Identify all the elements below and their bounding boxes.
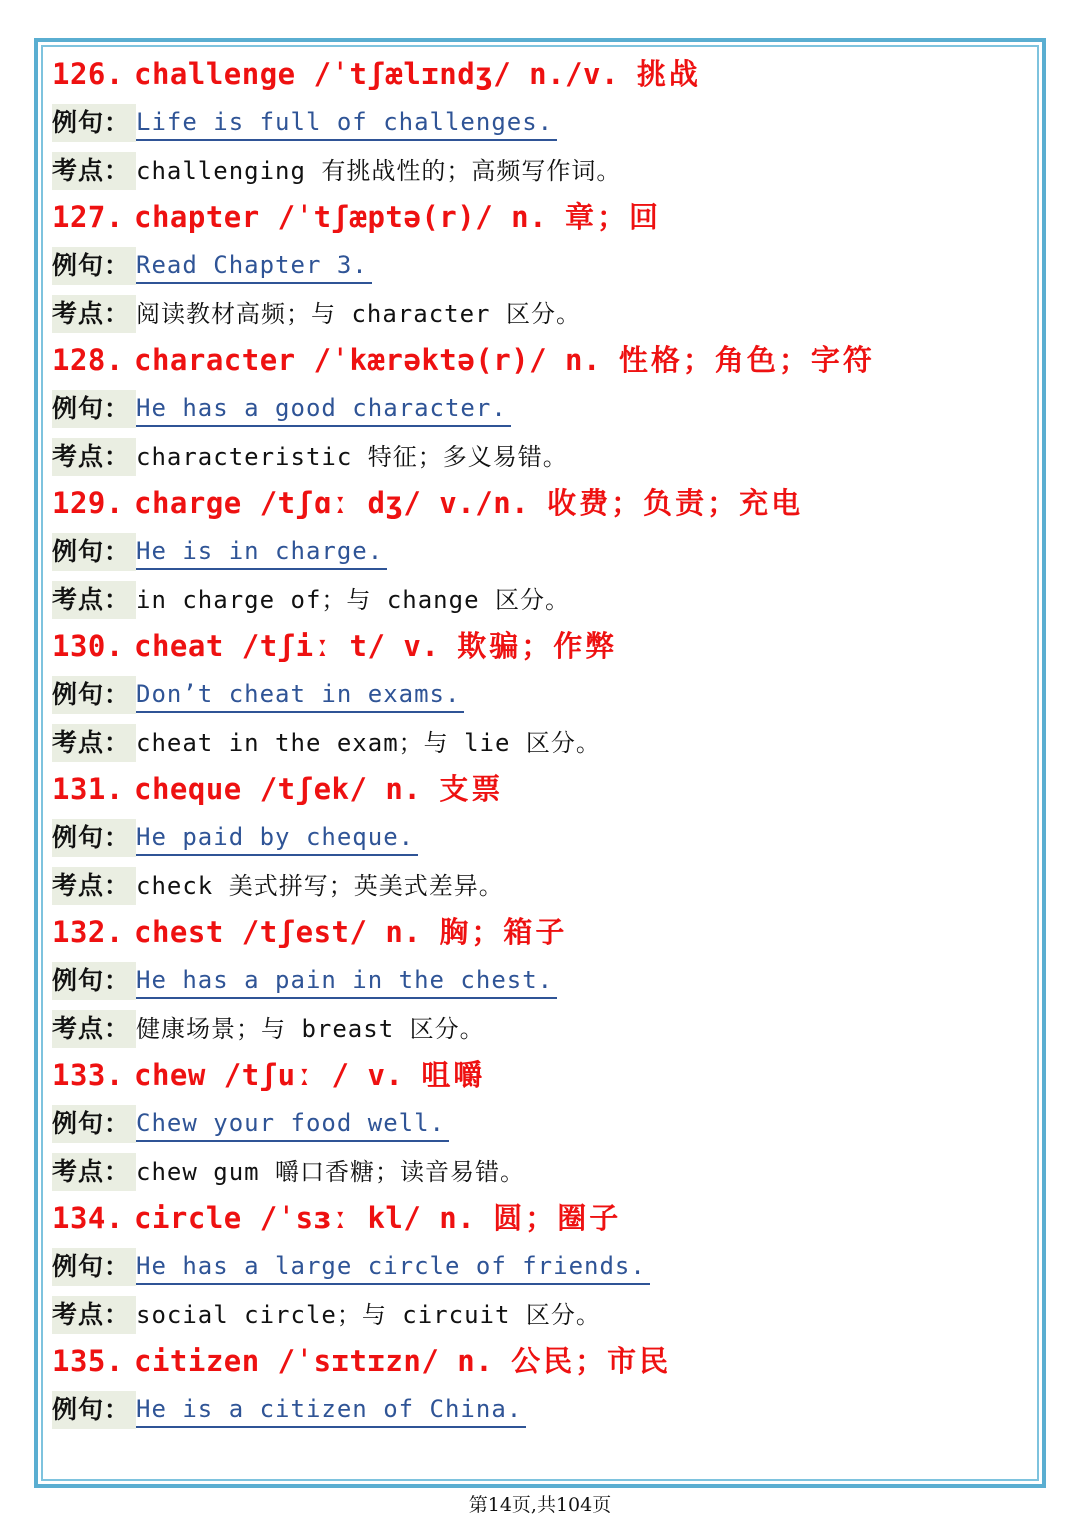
example-label: 例句： <box>52 1391 136 1429</box>
entry-number: 132. <box>52 915 124 949</box>
entry-number: 131. <box>52 772 124 806</box>
headword-phonetic: cheque /tʃek/ n. <box>134 772 440 806</box>
point-row <box>52 1290 1032 1338</box>
example-sentence: Read Chapter 3. <box>136 248 372 284</box>
entry-number: 135. <box>52 1344 124 1378</box>
entry-number: 133. <box>52 1058 124 1092</box>
point-text: 阅读教材高频；与 character 区分。 <box>136 300 581 328</box>
point-label: 考点： <box>52 1153 136 1191</box>
entry-number: 129. <box>52 486 124 520</box>
entry-number: 134. <box>52 1201 124 1235</box>
example-row <box>52 670 1032 718</box>
point-text: chew gum 嚼口香糖；读音易错。 <box>136 1158 526 1186</box>
example-row <box>52 1099 1032 1147</box>
headword-phonetic: chest /tʃest/ n. <box>134 915 440 949</box>
entry-132 <box>52 909 1032 1052</box>
example-label: 例句： <box>52 819 136 857</box>
entry-135 <box>52 1338 1032 1433</box>
point-row <box>52 575 1032 623</box>
point-text: cheat in the exam；与 lie 区分。 <box>136 729 601 757</box>
headword-line <box>52 766 1032 813</box>
headword-meaning: 收费；负责；充电 <box>547 486 804 520</box>
entry-number: 126. <box>52 57 124 91</box>
headword-meaning: 章；回 <box>565 200 662 234</box>
example-row <box>52 956 1032 1004</box>
headword-meaning: 咀嚼 <box>421 1058 486 1092</box>
headword-meaning: 挑战 <box>636 57 701 91</box>
point-label: 考点： <box>52 581 136 619</box>
example-sentence: He has a large circle of friends. <box>136 1249 650 1285</box>
headword-line <box>52 337 1032 384</box>
point-text: characteristic 特征；多义易错。 <box>136 443 568 471</box>
point-row <box>52 1147 1032 1195</box>
headword-phonetic: circle /ˈsɜː kl/ n. <box>134 1201 494 1235</box>
example-sentence: Don’t cheat in exams. <box>136 677 464 713</box>
headword-line <box>52 1338 1032 1385</box>
point-text: check 美式拼写；英美式差异。 <box>136 872 504 900</box>
headword-meaning: 胸；箱子 <box>439 915 568 949</box>
entry-130 <box>52 623 1032 766</box>
headword-line <box>52 1195 1032 1242</box>
point-text: in charge of；与 change 区分。 <box>136 586 570 614</box>
headword-phonetic: charge /tʃɑː dʒ/ v./n. <box>134 486 548 520</box>
example-sentence: Chew your food well. <box>136 1106 449 1142</box>
point-label: 考点： <box>52 724 136 762</box>
entry-number: 130. <box>52 629 124 663</box>
example-row <box>52 527 1032 575</box>
point-label: 考点： <box>52 152 136 190</box>
point-text: 健康场景；与 breast 区分。 <box>136 1015 485 1043</box>
example-label: 例句： <box>52 962 136 1000</box>
headword-phonetic: chapter /ˈtʃæptə(r)/ n. <box>134 200 566 234</box>
point-text: social circle；与 circuit 区分。 <box>136 1301 601 1329</box>
example-row <box>52 1385 1032 1433</box>
example-label: 例句： <box>52 676 136 714</box>
headword-line <box>52 909 1032 956</box>
headword-phonetic: citizen /ˈsɪtɪzn/ n. <box>134 1344 512 1378</box>
headword-phonetic: cheat /tʃiː t/ v. <box>134 629 458 663</box>
point-label: 考点： <box>52 295 136 333</box>
example-sentence: He has a pain in the chest. <box>136 963 557 999</box>
example-label: 例句： <box>52 247 136 285</box>
point-label: 考点： <box>52 867 136 905</box>
headword-line <box>52 51 1032 98</box>
headword-line <box>52 1052 1032 1099</box>
vocabulary-list <box>52 51 1032 1433</box>
point-row <box>52 289 1032 337</box>
point-label: 考点： <box>52 438 136 476</box>
example-sentence: He is in charge. <box>136 534 387 570</box>
point-row <box>52 718 1032 766</box>
headword-meaning: 性格；角色；字符 <box>618 343 875 377</box>
example-row <box>52 813 1032 861</box>
point-row <box>52 1004 1032 1052</box>
example-label: 例句： <box>52 104 136 142</box>
headword-line <box>52 623 1032 670</box>
entry-133 <box>52 1052 1032 1195</box>
entry-131 <box>52 766 1032 909</box>
example-label: 例句： <box>52 1248 136 1286</box>
example-row <box>52 1242 1032 1290</box>
entry-number: 128. <box>52 343 124 377</box>
headword-meaning: 公民；市民 <box>511 1344 672 1378</box>
example-sentence: He is a citizen of China. <box>136 1392 526 1428</box>
point-row <box>52 146 1032 194</box>
headword-phonetic: challenge /ˈtʃælɪndʒ/ n./v. <box>134 57 637 91</box>
example-row <box>52 241 1032 289</box>
entry-134 <box>52 1195 1032 1338</box>
headword-line <box>52 480 1032 527</box>
example-label: 例句： <box>52 390 136 428</box>
headword-line <box>52 194 1032 241</box>
page-footer: 第14页,共104页 <box>468 1494 612 1516</box>
headword-meaning: 支票 <box>439 772 504 806</box>
example-row <box>52 98 1032 146</box>
entry-127 <box>52 194 1032 337</box>
example-label: 例句： <box>52 1105 136 1143</box>
entry-128 <box>52 337 1032 480</box>
point-text: challenging 有挑战性的；高频写作词。 <box>136 157 622 185</box>
example-row <box>52 384 1032 432</box>
example-sentence: He has a good character. <box>136 391 511 427</box>
entry-126 <box>52 51 1032 194</box>
point-row <box>52 432 1032 480</box>
example-sentence: Life is full of challenges. <box>136 105 557 141</box>
headword-phonetic: character /ˈkærəktə(r)/ n. <box>134 343 619 377</box>
point-label: 考点： <box>52 1010 136 1048</box>
point-row <box>52 861 1032 909</box>
headword-meaning: 圆；圈子 <box>493 1201 622 1235</box>
entry-number: 127. <box>52 200 124 234</box>
entry-129 <box>52 480 1032 623</box>
example-sentence: He paid by cheque. <box>136 820 418 856</box>
headword-phonetic: chew /tʃuː / v. <box>134 1058 422 1092</box>
point-label: 考点： <box>52 1296 136 1334</box>
example-label: 例句： <box>52 533 136 571</box>
headword-meaning: 欺骗；作弊 <box>457 629 618 663</box>
